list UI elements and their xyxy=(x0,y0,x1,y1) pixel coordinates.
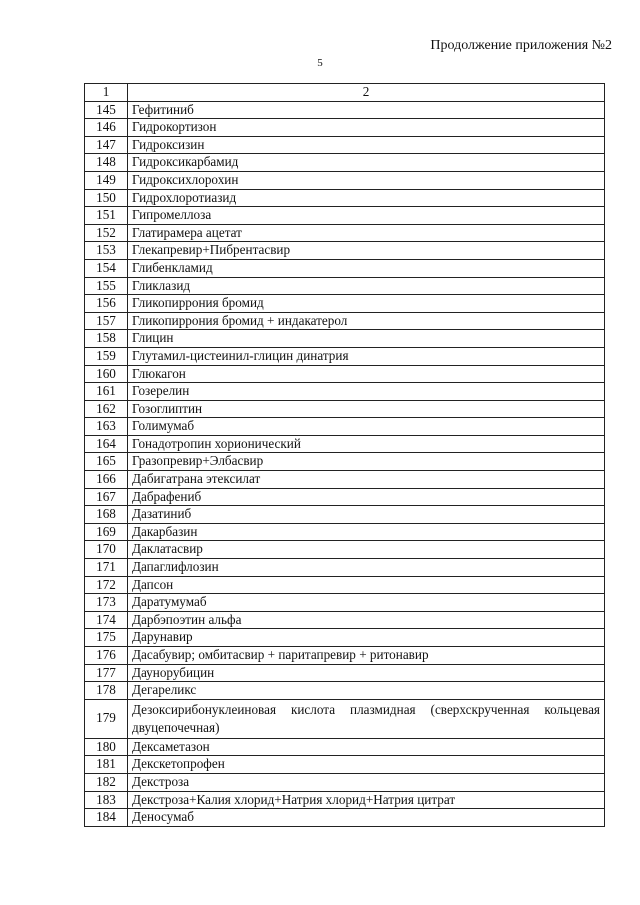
row-number-cell: 178 xyxy=(85,682,128,700)
medication-name-cell: Дарунавир xyxy=(128,629,605,647)
medication-name-cell: Гликопиррония бромид xyxy=(128,295,605,313)
row-number-cell: 183 xyxy=(85,791,128,809)
medication-name-cell: Дарбэпоэтин альфа xyxy=(128,611,605,629)
row-number-cell: 146 xyxy=(85,119,128,137)
row-number-cell: 170 xyxy=(85,541,128,559)
medication-name-cell: Гонадотропин хорионический xyxy=(128,435,605,453)
medication-name-cell: Деносумаб xyxy=(128,809,605,827)
row-number-cell: 162 xyxy=(85,400,128,418)
table-row xyxy=(85,101,605,119)
medication-name-cell: Гозерелин xyxy=(128,383,605,401)
medication-name-cell: Гефитиниб xyxy=(128,101,605,119)
medication-name-cell: Дапаглифлозин xyxy=(128,559,605,577)
table-row xyxy=(85,523,605,541)
medication-name-cell: Гликлазид xyxy=(128,277,605,295)
medication-name-cell: Гидрокортизон xyxy=(128,119,605,137)
medication-name-cell: Дегареликс xyxy=(128,682,605,700)
table-row xyxy=(85,471,605,489)
row-number-cell: 168 xyxy=(85,506,128,524)
medication-name-cell: Гидроксихлорохин xyxy=(128,171,605,189)
medication-name-cell: Гликопиррония бромид + индакатерол xyxy=(128,312,605,330)
table-row xyxy=(85,383,605,401)
table-row xyxy=(85,773,605,791)
table-row xyxy=(85,629,605,647)
medication-name-cell: Глутамил-цистеинил-глицин динатрия xyxy=(128,347,605,365)
row-number-cell: 155 xyxy=(85,277,128,295)
table-row xyxy=(85,791,605,809)
medication-name-cell: Глицин xyxy=(128,330,605,348)
medication-name-cell: Глибенкламид xyxy=(128,259,605,277)
medication-name-cell: Декстроза+Калия хлорид+Натрия хлорид+Натрия цитрат xyxy=(128,791,605,809)
row-number-cell: 165 xyxy=(85,453,128,471)
medication-name-cell: Глатирамера ацетат xyxy=(128,224,605,242)
table-row xyxy=(85,647,605,665)
table-row xyxy=(85,809,605,827)
table-row xyxy=(85,154,605,172)
medication-name-cell: Декскетопрофен xyxy=(128,756,605,774)
medication-name-cell: Дексаметазон xyxy=(128,738,605,756)
row-number-cell: 150 xyxy=(85,189,128,207)
medication-name-cell: Декстроза xyxy=(128,773,605,791)
table-row xyxy=(85,435,605,453)
table-row xyxy=(85,224,605,242)
medication-name-cell: Голимумаб xyxy=(128,418,605,436)
table-row xyxy=(85,400,605,418)
row-number-cell: 148 xyxy=(85,154,128,172)
row-number-cell: 147 xyxy=(85,136,128,154)
medication-table-body xyxy=(85,84,605,827)
row-number-cell: 153 xyxy=(85,242,128,260)
table-row xyxy=(85,189,605,207)
medication-name-cell: Гозоглиптин xyxy=(128,400,605,418)
row-number-cell: 151 xyxy=(85,207,128,225)
continuation-header: Продолжение приложения №2 xyxy=(430,38,612,53)
row-number-cell: 161 xyxy=(85,383,128,401)
row-number-cell: 156 xyxy=(85,295,128,313)
medication-name-cell: Гидрохлоротиазид xyxy=(128,189,605,207)
medication-name-cell: Дакарбазин xyxy=(128,523,605,541)
medication-name-cell: Дапсон xyxy=(128,576,605,594)
table-row xyxy=(85,682,605,700)
column-header-name: 2 xyxy=(128,84,605,102)
row-number-cell: 184 xyxy=(85,809,128,827)
row-number-cell: 169 xyxy=(85,523,128,541)
table-row xyxy=(85,488,605,506)
row-number-cell: 181 xyxy=(85,756,128,774)
table-row xyxy=(85,418,605,436)
row-number-cell: 176 xyxy=(85,647,128,665)
medication-table xyxy=(84,83,605,827)
table-row xyxy=(85,611,605,629)
table-header-row xyxy=(85,84,605,102)
row-number-cell: 179 xyxy=(85,699,128,738)
medication-name-cell: Глюкагон xyxy=(128,365,605,383)
table-row xyxy=(85,119,605,137)
row-number-cell: 149 xyxy=(85,171,128,189)
medication-name-cell: Дасабувир; омбитасвир + паритапревир + ритонавир xyxy=(128,647,605,665)
page-number: 5 xyxy=(317,57,323,69)
table-row xyxy=(85,699,605,738)
table-row xyxy=(85,576,605,594)
row-number-cell: 180 xyxy=(85,738,128,756)
table-row xyxy=(85,330,605,348)
table-row xyxy=(85,541,605,559)
row-number-cell: 182 xyxy=(85,773,128,791)
row-number-cell: 157 xyxy=(85,312,128,330)
row-number-cell: 175 xyxy=(85,629,128,647)
medication-name-cell: Дазатиниб xyxy=(128,506,605,524)
row-number-cell: 171 xyxy=(85,559,128,577)
row-number-cell: 163 xyxy=(85,418,128,436)
table-row xyxy=(85,347,605,365)
table-row xyxy=(85,242,605,260)
medication-name-cell: Гидроксизин xyxy=(128,136,605,154)
table-row xyxy=(85,738,605,756)
medication-name-cell: Глекапревир+Пибрентасвир xyxy=(128,242,605,260)
row-number-cell: 173 xyxy=(85,594,128,612)
row-number-cell: 160 xyxy=(85,365,128,383)
row-number-cell: 167 xyxy=(85,488,128,506)
row-number-cell: 145 xyxy=(85,101,128,119)
table-row xyxy=(85,756,605,774)
medication-name-cell: Гидроксикарбамид xyxy=(128,154,605,172)
table-row xyxy=(85,664,605,682)
row-number-cell: 174 xyxy=(85,611,128,629)
table-row xyxy=(85,312,605,330)
row-number-cell: 164 xyxy=(85,435,128,453)
medication-name-cell: Даклатасвир xyxy=(128,541,605,559)
medication-name-cell: Дабигатрана этексилат xyxy=(128,471,605,489)
row-number-cell: 166 xyxy=(85,471,128,489)
medication-name-cell: Дабрафениб xyxy=(128,488,605,506)
medication-name-cell: Даратумумаб xyxy=(128,594,605,612)
row-number-cell: 158 xyxy=(85,330,128,348)
row-number-cell: 177 xyxy=(85,664,128,682)
medication-name-cell: Гипромеллоза xyxy=(128,207,605,225)
table-row xyxy=(85,365,605,383)
row-number-cell: 152 xyxy=(85,224,128,242)
row-number-cell: 159 xyxy=(85,347,128,365)
table-row xyxy=(85,171,605,189)
medication-name-cell: Даунорубицин xyxy=(128,664,605,682)
table-row xyxy=(85,259,605,277)
row-number-cell: 172 xyxy=(85,576,128,594)
table-row xyxy=(85,207,605,225)
table-row xyxy=(85,136,605,154)
column-header-number: 1 xyxy=(85,84,128,102)
row-number-cell: 154 xyxy=(85,259,128,277)
table-row xyxy=(85,295,605,313)
medication-name-cell: Дезоксирибонуклеиновая кислота плазмидная (сверхскрученная кольцевая двуцепочечная) xyxy=(128,699,605,738)
table-row xyxy=(85,506,605,524)
table-row xyxy=(85,559,605,577)
table-row xyxy=(85,453,605,471)
table-row xyxy=(85,277,605,295)
medication-name-cell: Гразопревир+Элбасвир xyxy=(128,453,605,471)
table-row xyxy=(85,594,605,612)
